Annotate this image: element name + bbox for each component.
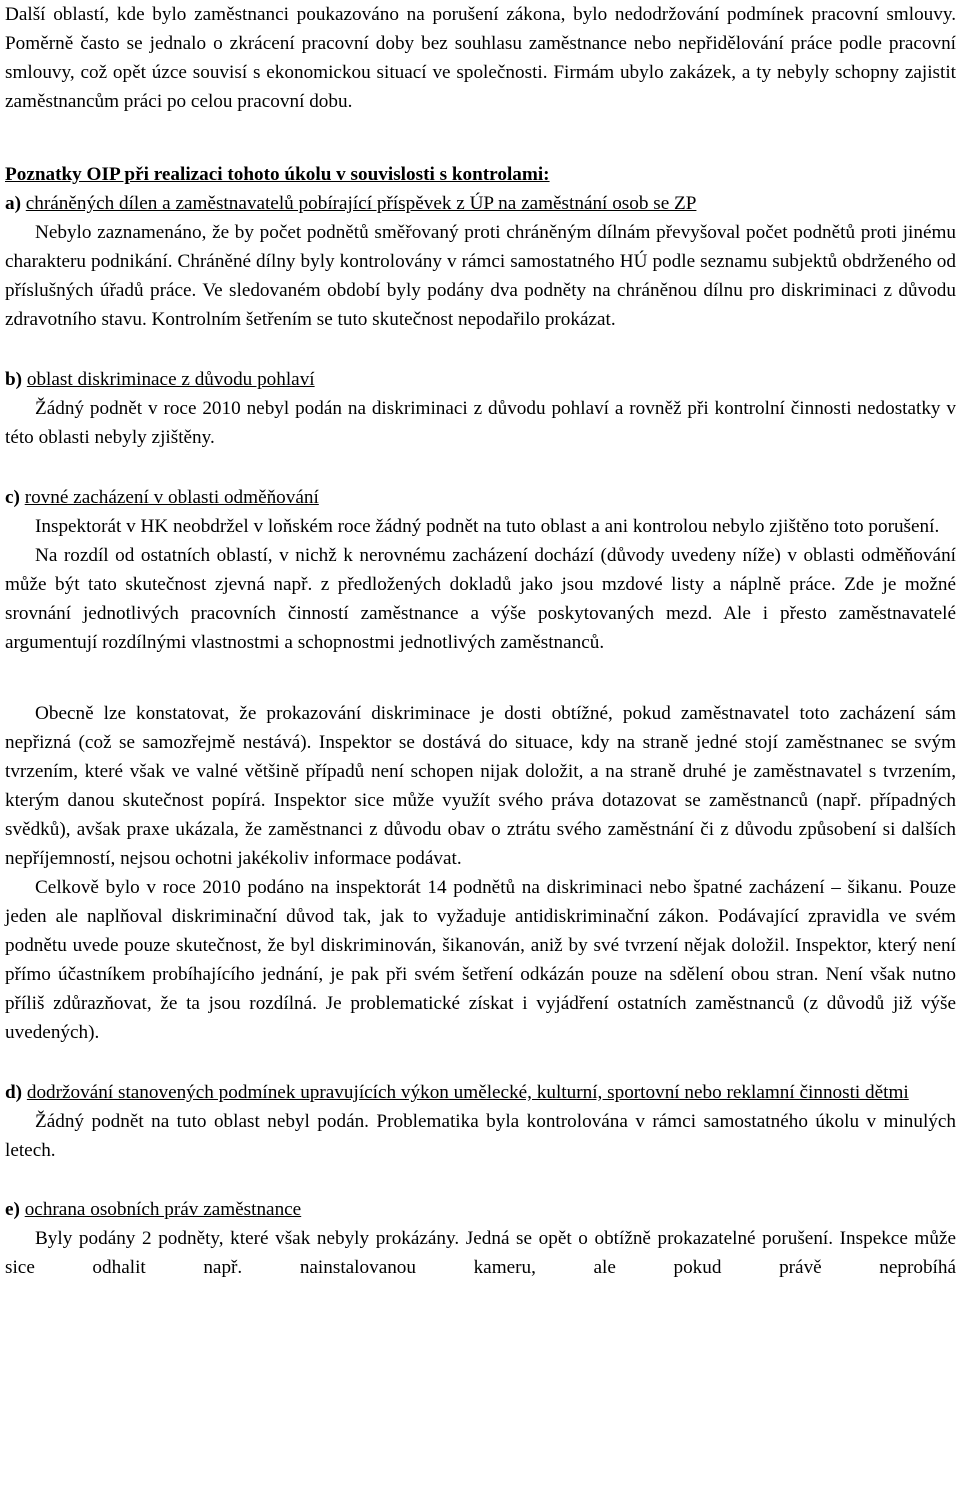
item-e-text-b: Jedná se opět o obtížně prokazatelné porušení.: [459, 1228, 834, 1249]
item-b-paragraph: [5, 394, 956, 452]
spacer: [5, 657, 956, 699]
general-text-2a: Celkově bylo v roce 2010 podáno na inspektorát 14 podnětů na diskriminaci nebo špatné zacházení – šikanu.: [35, 877, 903, 898]
item-a-paragraph: [5, 218, 956, 334]
item-e-paragraph: [5, 1224, 956, 1282]
item-a-text-a: Nebylo zaznamenáno, že by počet podnětů směřovaný proti chráněným dílnám převyšoval počet podnětů proti jinému charakteru podnikání.: [5, 222, 956, 272]
item-e-label: e): [5, 1199, 20, 1220]
general-text-1b: Inspektor se dostává do situace, kdy na straně jedné stojí zaměstnanec se svým tvrzením, které však ve valné většině případů není schopen nijak doložit, a na straně druhé je zaměstnavatel s tvrzením, kterým danou skutečnost popírá.: [5, 732, 957, 811]
item-d-title: dodržování stanovených podmínek upravujících výkon umělecké, kulturní, sportovní nebo reklamní činnosti dětmi: [26, 1082, 909, 1103]
spacer: [5, 116, 956, 160]
intro-text-a: Další oblastí, kde bylo zaměstnanci poukazováno na porušení zákona, bylo nedodržování podmínek pracovní smlouvy. Poměrně často se jednalo o zkrácení pracovní doby bez souhlasu zaměstnance nebo nepřidělování práce podle pracovní smlouvy, což opět úzce souvisí s ekonomickou situací ve společnosti.: [5, 4, 956, 83]
section-heading-text: Poznatky OIP při realizaci tohoto úkolu v souvislosti s kontrolami:: [5, 164, 550, 185]
intro-text-b: Firmám ubylo zakázek, a ty nebyly schopny zajistit zaměstnancům práci po celou pracovní dobu.: [5, 62, 956, 112]
item-b-label: b): [5, 369, 23, 390]
spacer: [5, 334, 956, 365]
item-a-label: a): [5, 193, 21, 214]
item-c-title: rovné zacházení v oblasti odměňování: [24, 487, 319, 508]
item-d-label: d): [5, 1082, 23, 1103]
item-c-text-1: Inspektorát v HK neobdržel v loňském roce žádný podnět na tuto oblast a ani kontrolou nebylo zjištěno toto porušení.: [35, 516, 940, 537]
item-b-text: Žádný podnět v roce 2010 nebyl podán na diskriminaci z důvodu pohlaví a rovněž při kontrolní činnosti nedostatky v této oblasti nebyly zjištěny.: [5, 398, 956, 448]
item-c-heading: [5, 483, 956, 512]
item-c-label: c): [5, 487, 20, 508]
item-e-title: ochrana osobních práv zaměstnance: [24, 1199, 302, 1220]
spacer: [5, 1165, 956, 1195]
general-text-2d: Inspektor, který není přímo účastníkem probíhajícího jednání, je pak při svém šetření odkázán pouze na sdělení obou stran.: [5, 935, 956, 985]
item-a-text-d: Kontrolním šetřením se tuto skutečnost nepodařilo prokázat.: [146, 309, 616, 330]
item-a-text-b: Chráněné dílny byly kontrolovány v rámci samostatného HÚ podle seznamu subjektů obdrženého od příslušných úřadů práce.: [5, 251, 956, 301]
general-text-2c: Podávající zpravidla ve svém podnětu uvede pouze skutečnost, že byl diskriminován, šikanován, aniž by své tvrzení nějak doložil.: [5, 906, 956, 956]
general-paragraph-2: [5, 873, 956, 1047]
item-a-heading: [5, 189, 956, 218]
item-e-text-a: Byly podány 2 podněty, které však nebyly prokázány.: [35, 1228, 460, 1249]
item-c-paragraph-2: [5, 541, 956, 657]
general-text-2b: Pouze jeden ale naplňoval diskriminační důvod tak, jak to vyžaduje antidiskriminační zákon.: [5, 877, 956, 927]
spacer: [5, 1047, 956, 1078]
item-b-heading: [5, 365, 956, 394]
item-c-text-2a: Na rozdíl od ostatních oblastí, v nichž k nerovnému zacházení dochází (důvody uvedeny níže) v oblasti odměňování může být tato skutečnost zjevná např. z předložených dokladů jako jsou mzdové listy a náplně práce.: [5, 545, 956, 595]
general-text-2f: Je problematické získat i vyjádření ostatních zaměstnanců (z důvodů již výše uvedených).: [5, 993, 956, 1043]
item-b-title: oblast diskriminace z důvodu pohlaví: [26, 369, 315, 390]
item-a-title: chráněných dílen a zaměstnavatelů pobírající příspěvek z ÚP na zaměstnání osob se ZP: [25, 193, 697, 214]
general-paragraph-1: [5, 699, 956, 873]
spacer: [5, 452, 956, 483]
general-text-1a: Obecně lze konstatovat, že prokazování diskriminace je dosti obtížné, pokud zaměstnavatel toto zacházení sám nepřizná (což se samozřejmě nestává).: [5, 703, 956, 753]
item-d-heading: [5, 1078, 956, 1107]
item-e-heading: [5, 1195, 956, 1224]
item-d-text-b: Problematika byla kontrolována v rámci samostatného úkolu v minulých letech.: [5, 1111, 956, 1161]
general-text-1c: Inspektor sice může využít svého práva dotazovat se zaměstnanců (např. případných svědků), avšak praxe ukázala, že zaměstnanci z důvodu obav o ztrátu svého zaměstnání či z důvodu způsobení si dalších nepříjemností, nejsou ochotni jakékoliv informace podávat.: [5, 790, 957, 869]
general-text-2e: Není však nutno příliš zdůrazňovat, že ta jsou rozdílná.: [5, 964, 956, 1014]
item-c-text-2c: Ale i přesto zaměstnavatelé argumentují rozdílnými vlastnostmi a schopnostmi jednotlivých zaměstnanců.: [5, 603, 956, 653]
item-c-text-2b: Zde je možné srovnání jednotlivých pracovních činností zaměstnance a výše poskytovaných mezd.: [5, 574, 956, 624]
intro-paragraph: [5, 0, 956, 116]
item-a-text-c: Ve sledovaném období byly podány dva podněty na chráněnou dílnu pro diskriminaci z důvodu zdravotního stavu.: [5, 280, 956, 330]
item-d-paragraph: [5, 1107, 956, 1165]
item-e-text-c: Inspekce může sice odhalit např. nainstalovanou kameru, ale pokud právě neprobíhá: [5, 1228, 956, 1278]
item-d-text-a: Žádný podnět na tuto oblast nebyl podán.: [35, 1111, 369, 1132]
item-c-paragraph-1: [5, 512, 956, 541]
section-heading: [5, 160, 956, 189]
document-page: [5, 0, 956, 1282]
